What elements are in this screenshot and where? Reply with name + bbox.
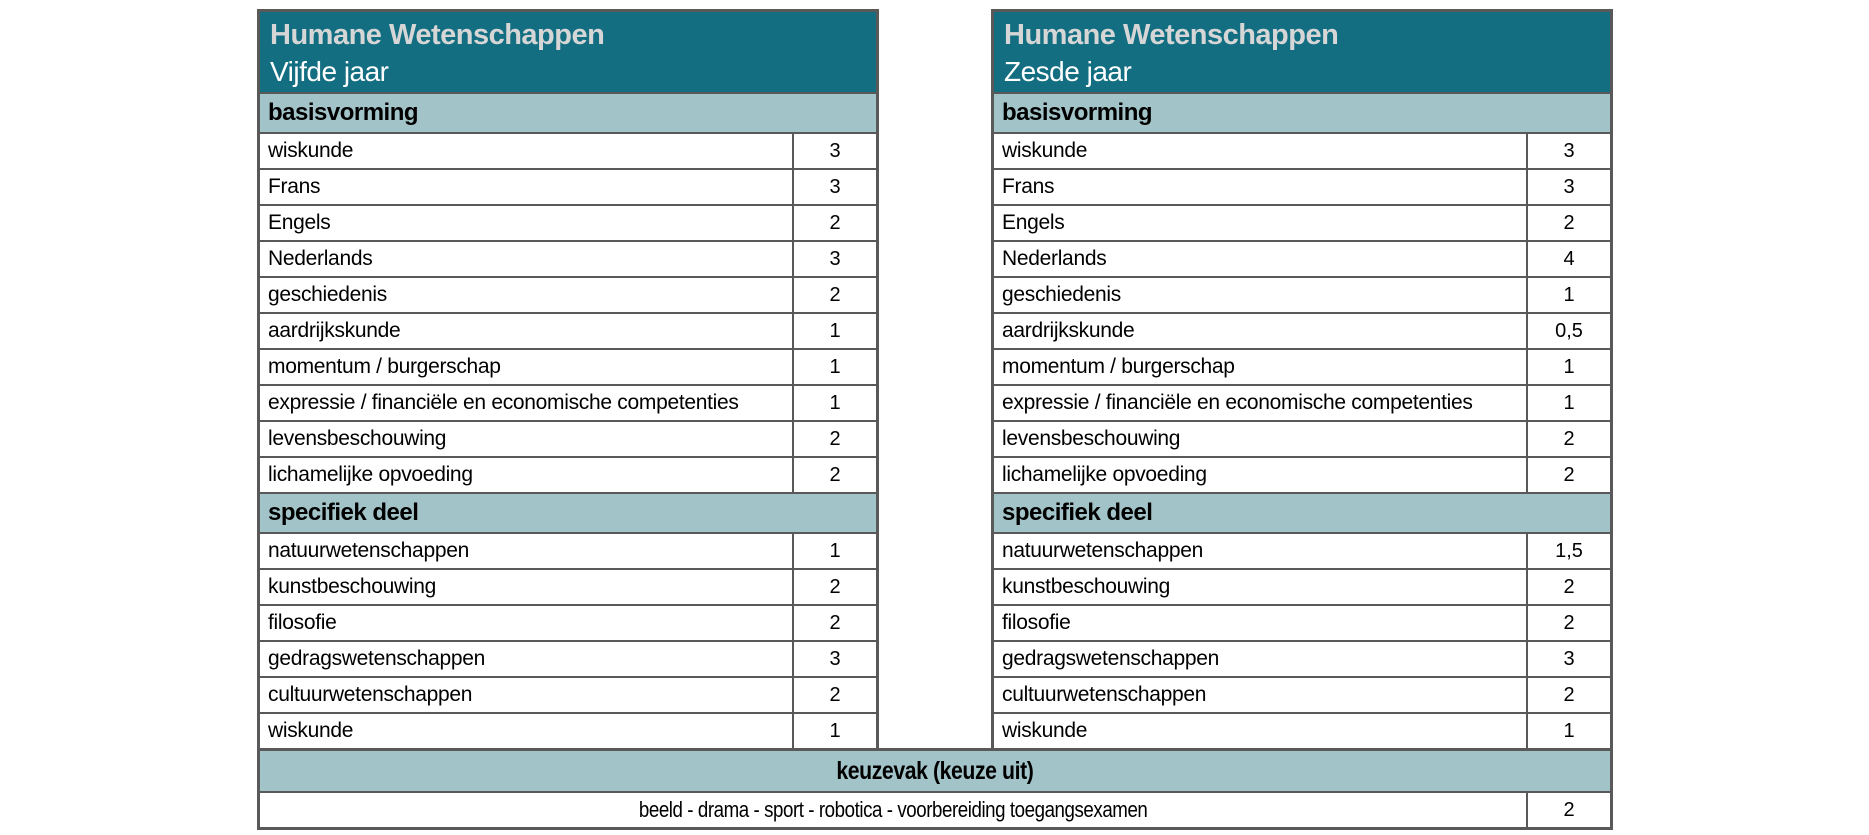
table-row [994,532,1610,568]
keuzevak-header-label: keuzevak (keuze uit) [836,756,1034,785]
subject-hours: 1 [829,539,841,562]
table-row [260,456,876,492]
subject-label: Nederlands [260,242,794,276]
subject-hours: 1 [829,391,841,414]
subject-label: aardrijkskunde [994,314,1528,348]
subject-label: Engels [260,206,794,240]
keuzevak-options-cell [260,793,1528,827]
table-row [260,312,876,348]
subject-hours: 3 [829,247,841,270]
subject-label: levensbeschouwing [994,422,1528,456]
table-row [994,204,1610,240]
table-title: Humane Wetenschappen [1004,19,1339,51]
tables-row [257,9,1613,751]
subject-hours: 2 [829,211,841,234]
table-row [260,532,876,568]
table-row [994,640,1610,676]
subject-label: Nederlands [994,242,1528,276]
subject-hours: 1 [1563,391,1575,414]
table-row [260,276,876,312]
subject-hours: 1 [1563,283,1575,306]
subject-hours: 1 [1563,355,1575,378]
subject-label: cultuurwetenschappen [994,678,1528,712]
table-row [260,712,876,748]
keuzevak-hours: 2 [1563,798,1575,821]
subject-hours: 1 [829,719,841,742]
table-row [260,132,876,168]
keuzevak-header [260,751,1610,791]
subject-hours: 3 [829,647,841,670]
section-header: specifiek deel [994,492,1610,532]
subject-hours: 2 [1563,611,1575,634]
table-row [994,240,1610,276]
subject-hours: 3 [829,175,841,198]
table-row [994,568,1610,604]
subject-label: geschiedenis [260,278,794,312]
subject-hours: 0,5 [1555,319,1583,342]
subject-label: gedragswetenschappen [994,642,1528,676]
subject-label: kunstbeschouwing [260,570,794,604]
subject-label: wiskunde [994,134,1528,168]
subject-hours: 2 [1563,683,1575,706]
keuzevak-section [257,748,1613,830]
table-row [994,312,1610,348]
subject-hours: 4 [1563,247,1575,270]
subject-label: expressie / financiële en economische competenties [260,386,794,420]
subject-hours: 1 [829,355,841,378]
table-row [994,132,1610,168]
subject-label: wiskunde [260,134,794,168]
subject-label: geschiedenis [994,278,1528,312]
table-row [260,240,876,276]
table-row [260,204,876,240]
table-row [994,168,1610,204]
subject-hours: 2 [829,283,841,306]
subject-label: natuurwetenschappen [260,534,794,568]
table-row [994,420,1610,456]
subject-label: Frans [994,170,1528,204]
table-row [260,384,876,420]
table-row [994,676,1610,712]
subject-hours: 2 [1563,211,1575,234]
subject-label: expressie / financiële en economische competenties [994,386,1528,420]
subject-label: levensbeschouwing [260,422,794,456]
subject-label: filosofie [260,606,794,640]
curriculum-tables [257,9,1613,830]
subject-hours: 3 [1563,647,1575,670]
tables-gap [879,9,991,751]
table-row [260,568,876,604]
section-header: basisvorming [260,92,876,132]
subject-hours: 2 [829,575,841,598]
table-row [260,640,876,676]
table-row [994,384,1610,420]
table-row [260,676,876,712]
table-vijfde-jaar [257,9,879,751]
table-row [994,348,1610,384]
subject-label: momentum / burgerschap [994,350,1528,384]
table-body-vijfde [260,92,876,748]
table-header-vijfde [260,12,876,92]
subject-hours: 2 [1563,427,1575,450]
subject-hours: 3 [1563,175,1575,198]
table-body-zesde [994,92,1610,748]
subject-label: wiskunde [994,714,1528,748]
subject-label: aardrijkskunde [260,314,794,348]
subject-label: filosofie [994,606,1528,640]
subject-hours: 2 [1563,463,1575,486]
subject-hours: 2 [829,683,841,706]
subject-hours: 2 [829,463,841,486]
subject-hours: 2 [1563,575,1575,598]
subject-hours: 1 [1563,719,1575,742]
table-row [260,168,876,204]
table-title: Humane Wetenschappen [270,19,605,51]
table-row [994,604,1610,640]
table-subtitle: Zesde jaar [1004,56,1132,87]
table-row [994,276,1610,312]
subject-label: momentum / burgerschap [260,350,794,384]
section-header: specifiek deel [260,492,876,532]
table-zesde-jaar [991,9,1613,751]
subject-label: natuurwetenschappen [994,534,1528,568]
subject-hours: 3 [829,139,841,162]
subject-label: Frans [260,170,794,204]
table-row [994,456,1610,492]
subject-hours: 1,5 [1555,539,1583,562]
table-row [994,712,1610,748]
subject-label: cultuurwetenschappen [260,678,794,712]
subject-hours: 2 [829,611,841,634]
subject-hours: 1 [829,319,841,342]
subject-label: lichamelijke opvoeding [260,458,794,492]
keuzevak-row [260,791,1610,827]
subject-label: wiskunde [260,714,794,748]
table-subtitle: Vijfde jaar [270,56,389,87]
section-header: basisvorming [994,92,1610,132]
table-header-zesde [994,12,1610,92]
subject-label: Engels [994,206,1528,240]
table-row [260,348,876,384]
keuzevak-options: beeld - drama - sport - robotica - voorbereiding toegangsexamen [638,797,1148,822]
subject-hours: 3 [1563,139,1575,162]
subject-label: lichamelijke opvoeding [994,458,1528,492]
table-row [260,604,876,640]
table-row [260,420,876,456]
subject-label: gedragswetenschappen [260,642,794,676]
subject-hours: 2 [829,427,841,450]
subject-label: kunstbeschouwing [994,570,1528,604]
